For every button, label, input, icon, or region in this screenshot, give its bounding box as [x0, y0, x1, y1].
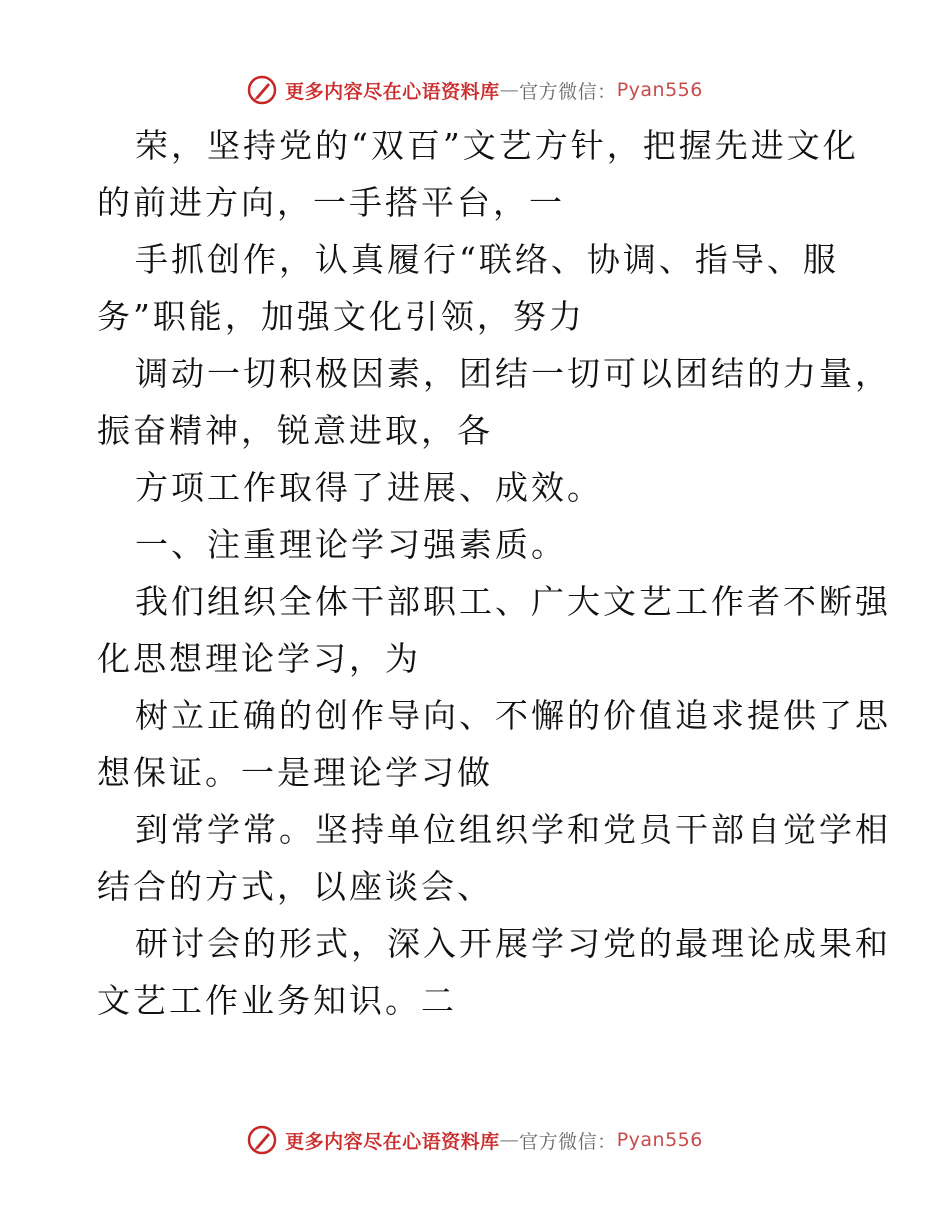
- watermark-main: 更多内容尽在心语资料库: [285, 80, 500, 103]
- text-line: 振奋精神，锐意进取，各: [97, 411, 493, 450]
- text-line: 的前进方向，一手搭平台，一: [97, 183, 565, 222]
- text-line: 结合的方式，以座谈会、: [97, 867, 493, 906]
- text-line: 调动一切积极因素，团结一切可以团结的力量，: [135, 354, 891, 393]
- footer-watermark: [0, 1120, 950, 1160]
- text-line: 务”职能，加强文化引领，努力: [97, 297, 585, 336]
- watermark-official: 官方微信：: [519, 1130, 617, 1153]
- text-line: 文艺工作业务知识。二: [97, 981, 457, 1020]
- header-watermark: [0, 70, 950, 110]
- text-line: 化思想理论学习，为: [97, 639, 421, 678]
- quill-logo-icon: [247, 75, 277, 105]
- text-line: 到常学常。坚持单位组织学和党员干部自觉学相: [135, 810, 891, 849]
- text-line: 树立正确的创作导向、不懈的价值追求提供了思: [135, 696, 891, 735]
- watermark-wechat-id: Pyan556: [616, 1129, 703, 1151]
- watermark-wechat-id: Pyan556: [616, 79, 703, 101]
- quill-logo-icon: [247, 1125, 277, 1155]
- text-line: 方项工作取得了进展、成效。: [135, 468, 603, 507]
- watermark-text: [285, 1127, 703, 1154]
- text-line: 想保证。一是理论学习做: [97, 753, 493, 792]
- document-body: [97, 117, 891, 1029]
- section-heading: 一、注重理论学习强素质。: [135, 525, 567, 564]
- text-line: 我们组织全体干部职工、广大文艺工作者不断强: [135, 582, 891, 621]
- text-line: 荣，坚持党的“双百”文艺方针，把握先进文化: [135, 126, 859, 165]
- watermark-main: 更多内容尽在心语资料库: [285, 1130, 500, 1153]
- watermark-official: 官方微信：: [519, 80, 617, 103]
- text-line: 手抓创作，认真履行“联络、协调、指导、服: [135, 240, 839, 279]
- watermark-dash: —: [499, 79, 520, 101]
- text-line: 研讨会的形式，深入开展学习党的最理论成果和: [135, 924, 891, 963]
- watermark-dash: —: [499, 1129, 520, 1151]
- watermark-text: [285, 77, 703, 104]
